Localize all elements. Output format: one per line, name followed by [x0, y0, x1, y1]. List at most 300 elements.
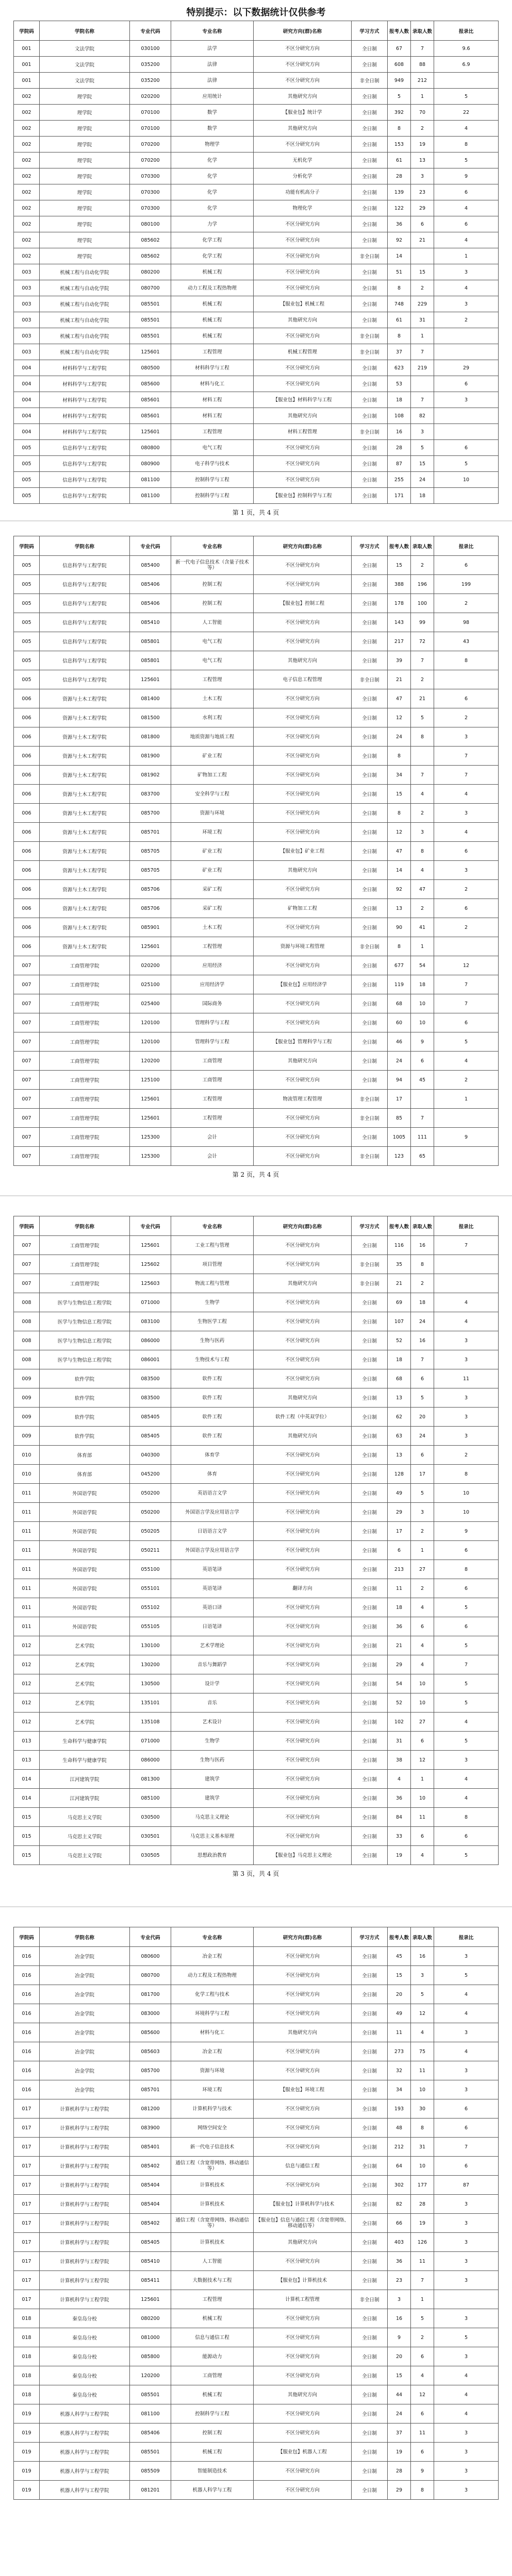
major-code-cell: 070200 [130, 152, 171, 168]
ratio-cell: 3 [434, 1427, 499, 1446]
applicants-cell: 44 [388, 2385, 411, 2404]
ratio-cell: 3 [434, 2195, 499, 2214]
college-code-cell: 007 [14, 975, 40, 994]
study-mode-cell: 全日制 [352, 575, 388, 594]
admitted-cell: 23 [411, 184, 434, 200]
direction-cell: 不区分研究方向 [254, 1636, 352, 1655]
major-code-cell: 125601 [130, 2290, 171, 2309]
ratio-cell: 10 [434, 1484, 499, 1503]
ratio-cell: 7 [434, 994, 499, 1013]
admitted-cell: 29 [411, 200, 434, 216]
table-row [14, 328, 499, 344]
major-name-cell: 材料工程 [171, 408, 254, 424]
college-code-cell: 006 [14, 804, 40, 823]
study-mode-cell: 非全日制 [352, 1255, 388, 1274]
admitted-cell: 5 [411, 1985, 434, 2004]
admitted-cell: 2 [411, 804, 434, 823]
direction-cell: 不区分研究方向 [254, 2004, 352, 2023]
major-name-cell: 工商管理 [171, 1071, 254, 1090]
college-name-cell: 计算机科学与工程学院 [40, 2233, 130, 2252]
major-name-cell: 通信工程（含宽带网络、移动通信等） [171, 2157, 254, 2176]
admitted-cell: 212 [411, 73, 434, 89]
major-name-cell: 化学工程 [171, 248, 254, 264]
major-code-cell: 085406 [130, 2424, 171, 2443]
major-name-cell: 土木工程 [171, 918, 254, 937]
admitted-cell: 11 [411, 1808, 434, 1827]
applicants-cell: 69 [388, 1293, 411, 1312]
admitted-cell: 7 [411, 1109, 434, 1128]
table-row [14, 2195, 499, 2214]
college-code-cell: 017 [14, 2233, 40, 2252]
college-code-cell: 005 [14, 594, 40, 613]
study-mode-cell: 全日制 [352, 1655, 388, 1674]
study-mode-cell: 全日制 [352, 1713, 388, 1732]
table-row [14, 975, 499, 994]
table-row [14, 1032, 499, 1052]
college-code-cell: 011 [14, 1560, 40, 1579]
major-name-cell: 材料工程 [171, 392, 254, 408]
college-name-cell: 材料科学与工程学院 [40, 376, 130, 392]
admitted-cell: 15 [411, 456, 434, 472]
study-mode-cell: 全日制 [352, 2004, 388, 2023]
direction-cell: 不区分研究方向 [254, 613, 352, 632]
table-row [14, 216, 499, 232]
applicants-cell: 8 [388, 747, 411, 766]
major-code-cell: 085404 [130, 2176, 171, 2195]
study-mode-cell: 全日制 [352, 1484, 388, 1503]
major-name-cell: 采矿工程 [171, 899, 254, 918]
table-row [14, 1985, 499, 2004]
major-code-cell: 035200 [130, 73, 171, 89]
table-row [14, 1312, 499, 1331]
college-code-cell: 011 [14, 1503, 40, 1522]
college-code-cell: 004 [14, 408, 40, 424]
admitted-cell: 41 [411, 918, 434, 937]
applicants-cell: 119 [388, 975, 411, 994]
ratio-cell: 3 [434, 1331, 499, 1350]
admitted-cell: 24 [411, 1427, 434, 1446]
college-name-cell: 冶金学院 [40, 1947, 130, 1966]
direction-cell: 不区分研究方向 [254, 632, 352, 651]
applicants-cell: 24 [388, 1052, 411, 1071]
major-name-cell: 计算机技术 [171, 2233, 254, 2252]
ratio-cell: 6.9 [434, 57, 499, 73]
admitted-cell: 4 [411, 1636, 434, 1655]
college-code-cell: 006 [14, 880, 40, 899]
admitted-cell: 12 [411, 2004, 434, 2023]
table-row [14, 2462, 499, 2481]
applicants-cell: 18 [388, 1350, 411, 1369]
applicants-cell: 388 [388, 575, 411, 594]
table-row [14, 1751, 499, 1770]
applicants-cell: 28 [388, 2462, 411, 2481]
table-row [14, 1693, 499, 1713]
applicants-cell: 11 [388, 2023, 411, 2042]
study-mode-cell: 全日制 [352, 2023, 388, 2042]
ratio-cell [434, 1255, 499, 1274]
major-code-cell: 085402 [130, 2157, 171, 2176]
study-mode-cell: 全日制 [352, 2424, 388, 2443]
major-code-cell: 071000 [130, 1732, 171, 1751]
college-name-cell: 机器人科学与工程学院 [40, 2462, 130, 2481]
college-name-cell: 计算机科学与工程学院 [40, 2157, 130, 2176]
major-name-cell: 人工智能 [171, 2252, 254, 2271]
college-code-cell: 002 [14, 184, 40, 200]
applicants-cell: 15 [388, 556, 411, 575]
college-code-cell: 007 [14, 1071, 40, 1090]
study-mode-cell: 全日制 [352, 2271, 388, 2290]
college-name-cell: 生命科学与健康学院 [40, 1732, 130, 1751]
college-name-cell: 材料科学与工程学院 [40, 392, 130, 408]
major-code-cell: 085410 [130, 613, 171, 632]
major-code-cell: 085100 [130, 1789, 171, 1808]
applicants-cell: 748 [388, 296, 411, 312]
direction-cell: 不区分研究方向 [254, 1732, 352, 1751]
college-name-cell: 机器人科学与工程学院 [40, 2424, 130, 2443]
table-row [14, 456, 499, 472]
table-row [14, 2328, 499, 2347]
admitted-cell: 229 [411, 296, 434, 312]
admitted-cell: 6 [411, 2443, 434, 2462]
study-mode-cell: 全日制 [352, 1985, 388, 2004]
major-name-cell: 应用统计 [171, 89, 254, 105]
ratio-cell: 6 [434, 899, 499, 918]
table-row [14, 1484, 499, 1503]
college-name-cell: 信息科学与工程学院 [40, 594, 130, 613]
ratio-cell [434, 1274, 499, 1293]
major-code-cell: 045200 [130, 1465, 171, 1484]
college-name-cell: 艺术学院 [40, 1636, 130, 1655]
major-code-cell: 085800 [130, 2347, 171, 2366]
direction-cell: 功能有机高分子 [254, 184, 352, 200]
college-name-cell: 理学院 [40, 137, 130, 152]
major-code-cell: 025400 [130, 994, 171, 1013]
table-row [14, 1388, 499, 1408]
applicants-cell: 32 [388, 2061, 411, 2080]
major-code-cell: 085705 [130, 842, 171, 861]
page-separator [0, 1195, 512, 1196]
study-mode-cell: 全日制 [352, 1579, 388, 1598]
college-name-cell: 文法学院 [40, 41, 130, 57]
college-name-cell: 软件学院 [40, 1369, 130, 1388]
ratio-cell: 5 [434, 1966, 499, 1985]
college-name-cell: 外国语学院 [40, 1579, 130, 1598]
study-mode-cell: 非全日制 [352, 328, 388, 344]
ratio-cell: 7 [434, 975, 499, 994]
college-name-cell: 软件学院 [40, 1388, 130, 1408]
major-code-cell: 125601 [130, 1236, 171, 1255]
study-mode-cell: 全日制 [352, 1350, 388, 1369]
college-name-cell: 生命科学与健康学院 [40, 1751, 130, 1770]
ratio-cell: 3 [434, 727, 499, 747]
admitted-cell: 18 [411, 1293, 434, 1312]
direction-cell: 不区分研究方向 [254, 57, 352, 73]
applicants-cell: 273 [388, 2042, 411, 2061]
applicants-cell: 123 [388, 1147, 411, 1166]
study-mode-cell: 非全日制 [352, 1109, 388, 1128]
college-name-cell: 艺术学院 [40, 1713, 130, 1732]
admitted-cell: 3 [411, 1966, 434, 1985]
ratio-cell: 3 [434, 2271, 499, 2290]
ratio-cell: 3 [434, 2309, 499, 2328]
direction-cell: 其他研究方向 [254, 861, 352, 880]
admitted-cell: 2 [411, 280, 434, 296]
major-code-cell: 085509 [130, 2462, 171, 2481]
page-footer: 第 3 页，共 4 页 [232, 1870, 279, 1877]
ratio-cell: 6 [434, 842, 499, 861]
table-row [14, 264, 499, 280]
direction-cell: 资源与环境工程管理 [254, 937, 352, 956]
table-row [14, 670, 499, 689]
ratio-cell: 8 [434, 651, 499, 670]
column-header: 报考人数 [388, 1216, 411, 1236]
column-header: 学院名称 [40, 536, 130, 556]
college-name-cell: 理学院 [40, 89, 130, 105]
direction-cell: 不区分研究方向 [254, 2042, 352, 2061]
major-name-cell: 大数据技术与工程 [171, 2271, 254, 2290]
major-code-cell: 085400 [130, 556, 171, 575]
applicants-cell: 8 [388, 121, 411, 137]
admitted-cell [411, 248, 434, 264]
table-row [14, 804, 499, 823]
direction-cell: 不区分研究方向 [254, 2061, 352, 2080]
study-mode-cell: 全日制 [352, 1636, 388, 1655]
ratio-cell: 10 [434, 472, 499, 488]
college-name-cell: 机械工程与自动化学院 [40, 264, 130, 280]
applicants-cell: 37 [388, 344, 411, 360]
college-code-cell: 019 [14, 2404, 40, 2424]
study-mode-cell: 全日制 [352, 105, 388, 121]
direction-cell: 不区分研究方向 [254, 1827, 352, 1846]
ratio-cell: 2 [434, 918, 499, 937]
ratio-cell: 3 [434, 2424, 499, 2443]
table-row [14, 747, 499, 766]
admitted-cell: 111 [411, 1128, 434, 1147]
study-mode-cell: 全日制 [352, 1427, 388, 1446]
applicants-cell: 13 [388, 1446, 411, 1465]
major-code-cell: 081700 [130, 1985, 171, 2004]
direction-cell: 【服业包】计算机科学与技术 [254, 2195, 352, 2214]
major-name-cell: 法学 [171, 41, 254, 57]
study-mode-cell: 非全日制 [352, 1147, 388, 1166]
major-name-cell: 动力工程及工程热物理 [171, 1966, 254, 1985]
major-code-cell: 085404 [130, 2195, 171, 2214]
direction-cell: 不区分研究方向 [254, 137, 352, 152]
direction-cell: 不区分研究方向 [254, 2252, 352, 2271]
study-mode-cell: 全日制 [352, 1128, 388, 1147]
major-code-cell: 125603 [130, 1274, 171, 1293]
applicants-cell: 122 [388, 200, 411, 216]
column-header: 专业名称 [171, 21, 254, 41]
admitted-cell: 2 [411, 1579, 434, 1598]
direction-cell: 不区分研究方向 [254, 1966, 352, 1985]
major-name-cell: 计算机技术 [171, 2176, 254, 2195]
ratio-cell [434, 1147, 499, 1166]
college-code-cell: 006 [14, 937, 40, 956]
admitted-cell: 13 [411, 152, 434, 168]
major-name-cell: 会计 [171, 1147, 254, 1166]
college-code-cell: 002 [14, 121, 40, 137]
college-name-cell: 外国语学院 [40, 1617, 130, 1636]
college-name-cell: 秦皇岛分校 [40, 2328, 130, 2347]
admitted-cell: 82 [411, 408, 434, 424]
table-row [14, 2404, 499, 2424]
direction-cell: 矿物加工工程 [254, 899, 352, 918]
applicants-cell: 18 [388, 392, 411, 408]
direction-cell: 不区分研究方向 [254, 216, 352, 232]
ratio-cell: 6 [434, 556, 499, 575]
table-header-row [14, 21, 499, 41]
major-code-cell: 083500 [130, 1388, 171, 1408]
table-row [14, 823, 499, 842]
major-name-cell: 艺术设计 [171, 1713, 254, 1732]
direction-cell: 不区分研究方向 [254, 1503, 352, 1522]
table-row [14, 41, 499, 57]
college-code-cell: 006 [14, 918, 40, 937]
study-mode-cell: 全日制 [352, 1032, 388, 1052]
major-code-cell: 083100 [130, 1312, 171, 1331]
college-code-cell: 016 [14, 1966, 40, 1985]
major-name-cell: 工程管理 [171, 424, 254, 440]
college-name-cell: 秦皇岛分校 [40, 2347, 130, 2366]
ratio-cell: 4 [434, 1293, 499, 1312]
column-header: 学习方式 [352, 21, 388, 41]
direction-cell: 电子信息工程管理 [254, 670, 352, 689]
college-name-cell: 计算机科学与工程学院 [40, 2138, 130, 2157]
major-code-cell: 135101 [130, 1693, 171, 1713]
major-code-cell: 050200 [130, 1503, 171, 1522]
college-code-cell: 005 [14, 472, 40, 488]
admitted-cell: 6 [411, 1732, 434, 1751]
applicants-cell: 8 [388, 280, 411, 296]
major-code-cell: 085601 [130, 392, 171, 408]
study-mode-cell: 全日制 [352, 2119, 388, 2138]
major-name-cell: 通信工程（含宽带网络、移动通信等） [171, 2214, 254, 2233]
major-code-cell: 080100 [130, 216, 171, 232]
ratio-cell [434, 488, 499, 504]
applicants-cell: 46 [388, 1032, 411, 1052]
ratio-cell: 3 [434, 1388, 499, 1408]
ratio-cell: 3 [434, 2023, 499, 2042]
admitted-cell: 1 [411, 1541, 434, 1560]
college-code-cell: 002 [14, 248, 40, 264]
college-name-cell: 工商管理学院 [40, 1071, 130, 1090]
direction-cell: 不区分研究方向 [254, 1446, 352, 1465]
table-row [14, 861, 499, 880]
direction-cell: 不区分研究方向 [254, 1617, 352, 1636]
direction-cell: 不区分研究方向 [254, 73, 352, 89]
college-code-cell: 005 [14, 488, 40, 504]
applicants-cell: 20 [388, 2347, 411, 2366]
ratio-cell: 6 [434, 1541, 499, 1560]
study-mode-cell: 全日制 [352, 1052, 388, 1071]
admitted-cell: 27 [411, 1713, 434, 1732]
table-body [14, 556, 499, 1166]
college-name-cell: 冶金学院 [40, 2023, 130, 2042]
table-row [14, 956, 499, 975]
college-name-cell: 资源与土木工程学院 [40, 727, 130, 747]
study-mode-cell: 全日制 [352, 280, 388, 296]
table-row [14, 1446, 499, 1465]
major-code-cell: 085700 [130, 2061, 171, 2080]
applicants-cell: 153 [388, 137, 411, 152]
table-row [14, 248, 499, 264]
applicants-cell: 8 [388, 328, 411, 344]
major-code-cell: 085705 [130, 861, 171, 880]
ratio-cell: 2 [434, 594, 499, 613]
admitted-cell: 6 [411, 1446, 434, 1465]
admitted-cell: 31 [411, 312, 434, 328]
major-name-cell: 体育 [171, 1465, 254, 1484]
major-code-cell: 085501 [130, 296, 171, 312]
major-code-cell: 125100 [130, 1071, 171, 1090]
applicants-cell: 64 [388, 2157, 411, 2176]
direction-cell: 无机化学 [254, 152, 352, 168]
major-code-cell: 085501 [130, 2443, 171, 2462]
major-code-cell: 055102 [130, 1598, 171, 1617]
table-row [14, 200, 499, 216]
applicants-cell: 13 [388, 899, 411, 918]
admitted-cell: 4 [411, 785, 434, 804]
direction-cell: 不区分研究方向 [254, 2309, 352, 2328]
column-header: 专业名称 [171, 536, 254, 556]
applicants-cell: 62 [388, 1408, 411, 1427]
table-row [14, 2481, 499, 2500]
study-mode-cell: 非全日制 [352, 344, 388, 360]
applicants-cell: 82 [388, 2195, 411, 2214]
admitted-cell: 196 [411, 575, 434, 594]
college-code-cell: 012 [14, 1636, 40, 1655]
college-name-cell: 工商管理学院 [40, 956, 130, 975]
major-name-cell: 软件工程 [171, 1427, 254, 1446]
college-code-cell: 017 [14, 2271, 40, 2290]
ratio-cell [434, 937, 499, 956]
major-code-cell: 085701 [130, 2080, 171, 2099]
table-row [14, 1789, 499, 1808]
data-table [13, 536, 499, 1166]
table-row [14, 2004, 499, 2023]
college-name-cell: 信息科学与工程学院 [40, 556, 130, 575]
study-mode-cell: 全日制 [352, 2347, 388, 2366]
college-code-cell: 014 [14, 1789, 40, 1808]
table-row [14, 1090, 499, 1109]
ratio-cell: 10 [434, 1503, 499, 1522]
major-name-cell: 英语口译 [171, 1598, 254, 1617]
major-name-cell: 安全科学与工程 [171, 785, 254, 804]
major-code-cell: 035200 [130, 57, 171, 73]
applicants-cell: 19 [388, 1846, 411, 1865]
college-name-cell: 理学院 [40, 168, 130, 184]
major-code-cell: 130500 [130, 1674, 171, 1693]
applicants-cell: 53 [388, 376, 411, 392]
direction-cell: 其他研究方向 [254, 2233, 352, 2252]
major-name-cell: 机械工程 [171, 2309, 254, 2328]
study-mode-cell: 全日制 [352, 376, 388, 392]
admitted-cell: 177 [411, 2176, 434, 2195]
college-code-cell: 001 [14, 73, 40, 89]
table-row [14, 1350, 499, 1369]
college-name-cell: 计算机科学与工程学院 [40, 2271, 130, 2290]
applicants-cell: 3 [388, 2290, 411, 2309]
column-header: 研究方向(群)名称 [254, 1927, 352, 1947]
study-mode-cell: 全日制 [352, 727, 388, 747]
major-name-cell: 化学工程 [171, 232, 254, 248]
admitted-cell: 4 [411, 2366, 434, 2385]
admitted-cell: 12 [411, 1751, 434, 1770]
direction-cell: 【服业包】控制科学与工程 [254, 488, 352, 504]
ratio-cell: 6 [434, 2119, 499, 2138]
admitted-cell: 10 [411, 994, 434, 1013]
